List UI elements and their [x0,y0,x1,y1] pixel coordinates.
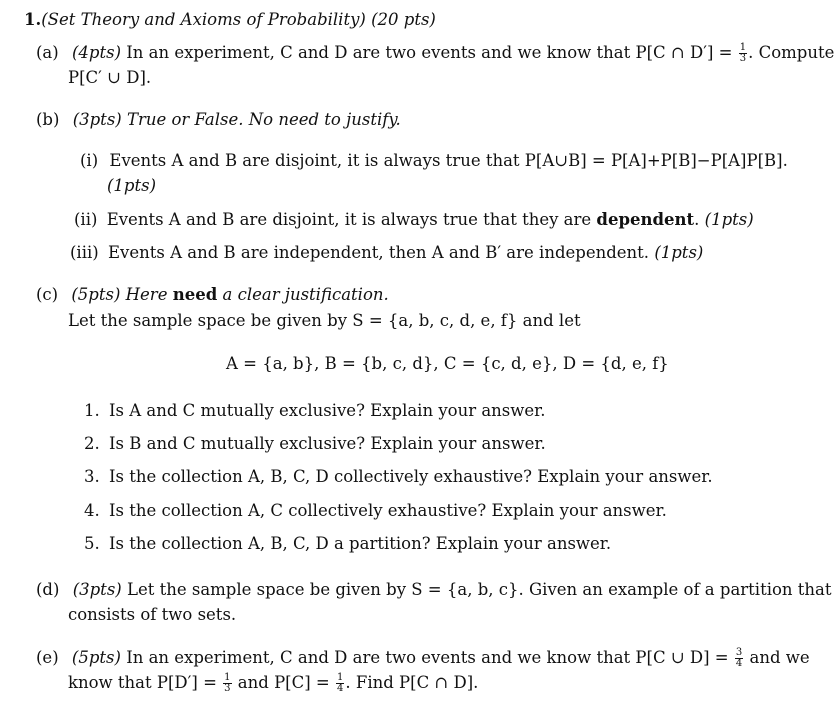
part-b-item-ii-post: . [694,210,700,229]
part-c-question-2 [84,433,546,455]
part-a-line1 [36,42,834,64]
part-a-points: (4pts) [71,43,122,62]
part-c-label: (c) [36,285,59,304]
part-e-f3-num: 1 [337,672,344,683]
part-e-f1-den: 4 [735,658,743,669]
part-e-text3: know that P[D′] = [68,673,217,692]
part-b-item-i [80,150,788,172]
part-e-line2 [68,672,478,694]
part-e-label: (e) [36,648,59,667]
part-e-fraction-1 [735,648,743,669]
part-e-text2: and we [749,648,810,667]
question-text: Is B and C mutually exclusive? Explain your answer. [109,434,546,453]
part-b-item-ii-text: Events A and B are disjoint, it is always true that they are [106,210,592,229]
part-b-header [36,109,401,131]
question-number: 1. [84,401,100,420]
question-text: Is A and C mutually exclusive? Explain your answer. [109,401,546,420]
part-b-item-i-points-line [107,175,156,197]
part-e-f2-den: 3 [224,683,231,694]
part-c-intro [68,310,581,332]
part-e-points: (5pts) [71,648,121,667]
problem-heading [24,9,436,31]
part-e-text4: and P[C] = [237,673,330,692]
part-a-frac-den: 3 [739,53,747,64]
part-b-item-ii [74,209,754,231]
part-b-item-i-label: (i) [80,151,99,170]
part-c-points: (5pts) Here [71,285,168,304]
part-b-item-ii-bold: dependent [596,210,695,229]
problem-number: 1. [24,10,42,29]
part-c-header [36,284,389,306]
part-b-item-iii-text: Events A and B are independent, then A and B′ are independent. [107,243,650,262]
part-a-text2: . Compute [748,43,834,62]
question-text: Is the collection A, B, C, D collectively exhaustive? Explain your answer. [109,467,713,486]
part-b-item-i-text: Events A and B are disjoint, it is always true that P[A∪B] = P[A]+P[B]−P[A]P[B]. [109,151,788,170]
part-e-line1 [36,647,810,669]
part-c-points-post: a clear justification. [222,285,389,304]
part-b-label: (b) [36,110,60,129]
part-c-question-1 [84,400,546,422]
part-a-line2 [68,67,151,89]
part-a-frac-num: 1 [739,42,747,53]
part-b-item-iii-points: (1pts) [654,243,704,262]
part-e-f1-num: 3 [735,647,743,658]
part-d-line1 [36,579,832,601]
part-e-f2-num: 1 [224,672,231,683]
question-text: Is the collection A, B, C, D a partition? Explain your answer. [109,534,612,553]
question-text: Is the collection A, C collectively exhaustive? Explain your answer. [109,501,667,520]
part-c-sets [226,353,669,375]
part-b-item-i-points: (1pts) [107,176,157,195]
part-e-text1: In an experiment, C and D are two events and we know that P[C ∪ D] = [126,648,729,667]
question-number: 4. [84,501,100,520]
part-c-bold: need [172,285,218,304]
part-d-points: (3pts) [72,580,122,599]
part-c-question-4 [84,500,667,522]
part-b-item-ii-points: (1pts) [704,210,754,229]
part-e-fraction-3 [336,673,344,694]
part-a-fraction [739,43,747,64]
problem-title: (Set Theory and Axioms of Probability) (20 pts) [41,10,436,29]
question-number: 3. [84,467,100,486]
part-d-text1: Let the sample space be given by S = {a, b, c}. Given an example of a partition that [126,580,832,599]
part-c-question-3 [84,466,713,488]
part-c-intro-text: Let the sample space be given by S = {a, b, c, d, e, f} and let [68,311,581,330]
part-b-item-iii-label: (iii) [70,243,99,262]
part-e-f3-den: 4 [337,683,344,694]
part-d-text2: consists of two sets. [68,605,237,624]
part-a-text3: P[C′ ∪ D]. [68,68,152,87]
part-c-sets-text: A = {a, b}, B = {b, c, d}, C = {c, d, e}, D = {d, e, f} [226,354,669,373]
part-a-text1: In an experiment, C and D are two events and we know that P[C ∩ D′] = [126,43,733,62]
part-b-item-iii [70,242,703,264]
question-number: 5. [84,534,100,553]
part-b-instructions: (3pts) True or False. No need to justify. [72,110,401,129]
part-b-item-ii-label: (ii) [74,210,98,229]
part-e-fraction-2 [223,673,231,694]
part-d-line2 [68,604,236,626]
question-number: 2. [84,434,100,453]
part-a-label: (a) [36,43,59,62]
part-c-question-5 [84,533,611,555]
part-e-text5: . Find P[C ∩ D]. [345,673,479,692]
part-d-label: (d) [36,580,60,599]
